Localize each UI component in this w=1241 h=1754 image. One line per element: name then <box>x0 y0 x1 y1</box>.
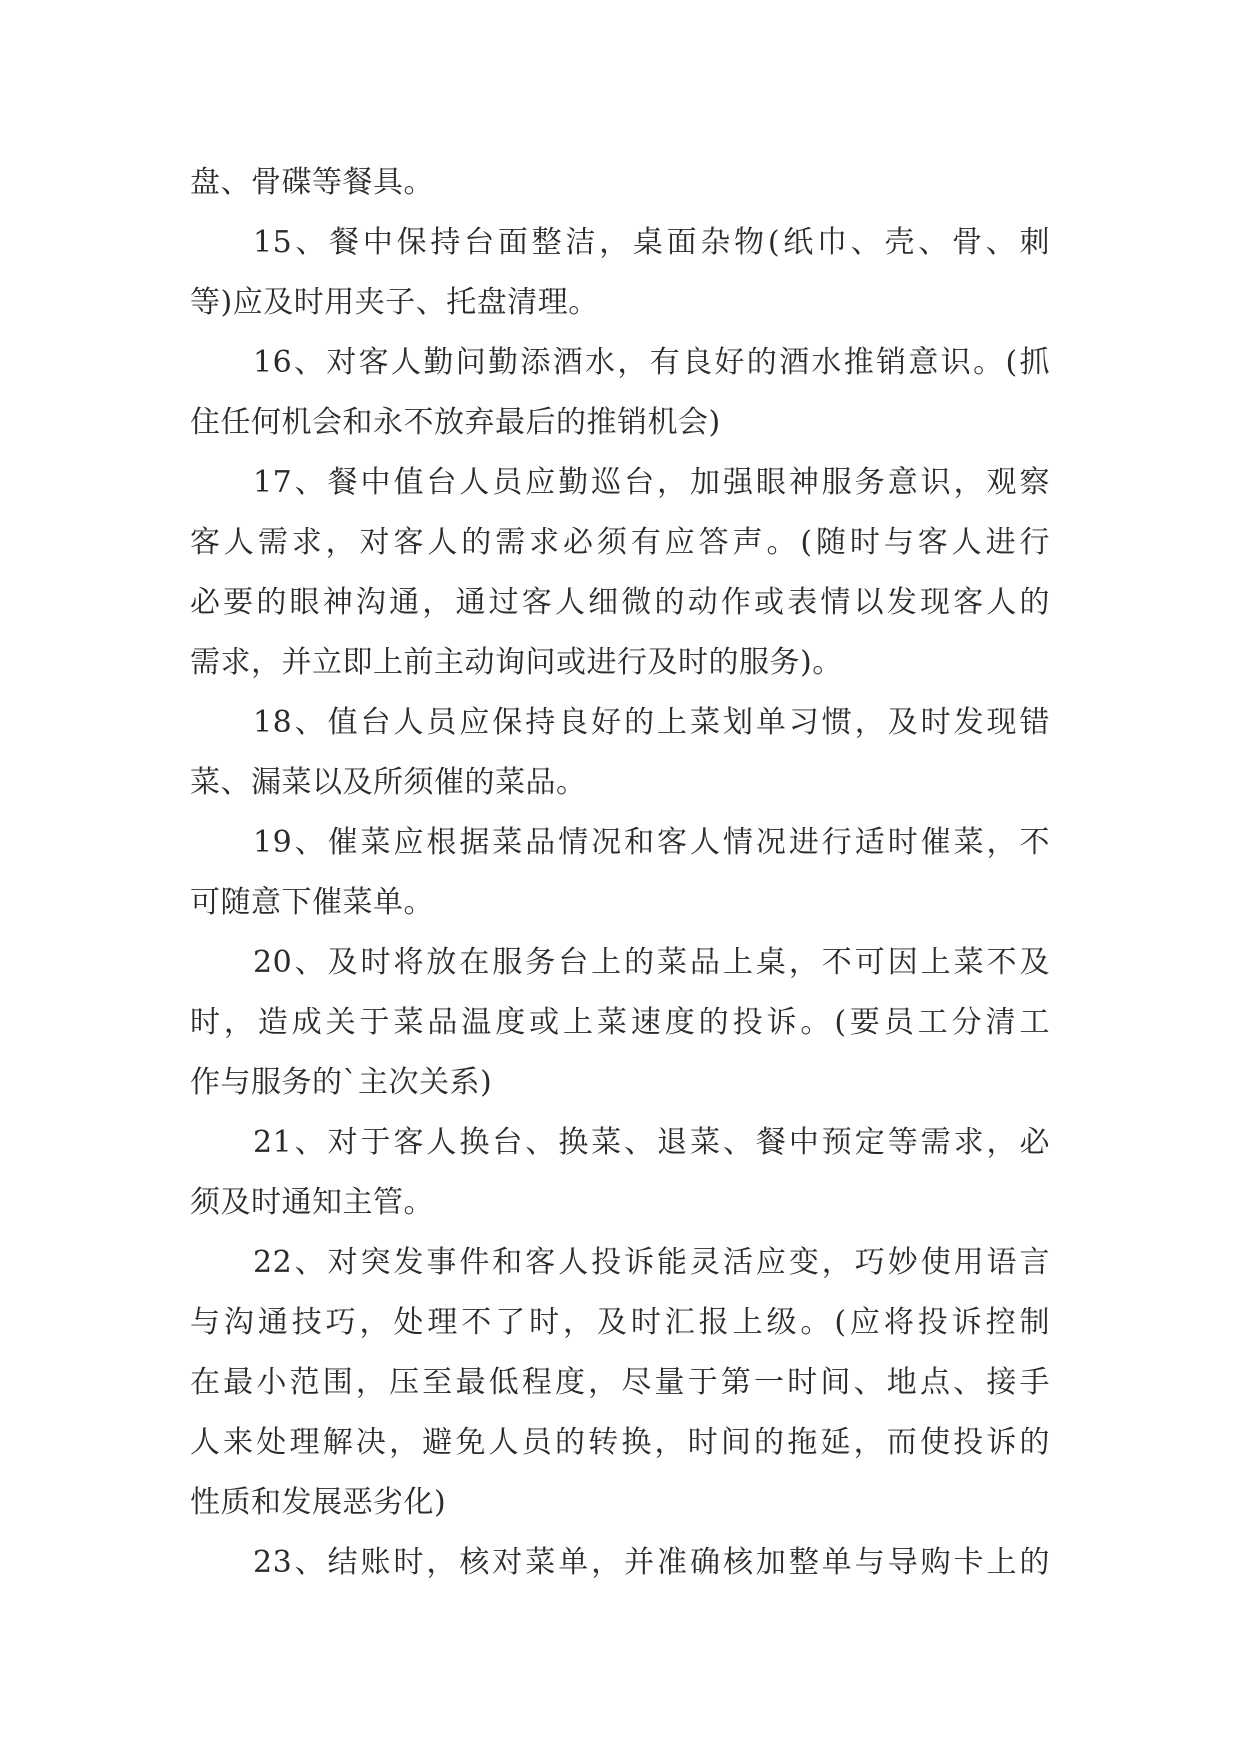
text-line: 23、结账时，核对菜单，并准确核加整单与导购卡上的 <box>253 1545 1050 1580</box>
text-line: 19、催菜应根据菜品情况和客人情况进行适时催菜，不 <box>253 825 1050 860</box>
text-line: 盘、骨碟等餐具。 <box>190 165 434 200</box>
text-line: 时，造成关于菜品温度或上菜速度的投诉。(要员工分清工 <box>190 1005 1050 1040</box>
text-line: 18、值台人员应保持良好的上菜划单习惯，及时发现错 <box>253 705 1050 740</box>
text-line: 需求，并立即上前主动询问或进行及时的服务)。 <box>190 645 843 680</box>
text-line: 在最小范围，压至最低程度，尽量于第一时间、地点、接手 <box>190 1365 1050 1400</box>
text-line: 等)应及时用夹子、托盘清理。 <box>190 285 599 320</box>
text-line: 17、餐中值台人员应勤巡台，加强眼神服务意识，观察 <box>253 465 1050 500</box>
text-line: 菜、漏菜以及所须催的菜品。 <box>190 765 587 800</box>
text-line: 人来处理解决，避免人员的转换，时间的拖延，而使投诉的 <box>190 1425 1050 1460</box>
text-line: 客人需求，对客人的需求必须有应答声。(随时与客人进行 <box>190 525 1050 560</box>
text-line: 20、及时将放在服务台上的菜品上桌，不可因上菜不及 <box>253 945 1050 980</box>
text-line: 住任何机会和永不放弃最后的推销机会) <box>190 405 721 440</box>
text-line: 可随意下催菜单。 <box>190 885 434 920</box>
text-line: 16、对客人勤问勤添酒水，有良好的酒水推销意识。(抓 <box>253 345 1050 380</box>
text-line: 22、对突发事件和客人投诉能灵活应变，巧妙使用语言 <box>253 1245 1050 1280</box>
document-body <box>190 153 1050 1593</box>
text-line: 21、对于客人换台、换菜、退菜、餐中预定等需求，必 <box>253 1125 1050 1160</box>
text-line: 必要的眼神沟通，通过客人细微的动作或表情以发现客人的 <box>190 585 1050 620</box>
text-line: 与沟通技巧，处理不了时，及时汇报上级。(应将投诉控制 <box>190 1305 1050 1340</box>
text-line: 15、餐中保持台面整洁，桌面杂物(纸巾、壳、骨、刺 <box>253 225 1050 260</box>
text-line: 作与服务的`主次关系) <box>190 1065 493 1100</box>
text-line: 须及时通知主管。 <box>190 1185 434 1220</box>
text-line: 性质和发展恶劣化) <box>190 1485 447 1520</box>
